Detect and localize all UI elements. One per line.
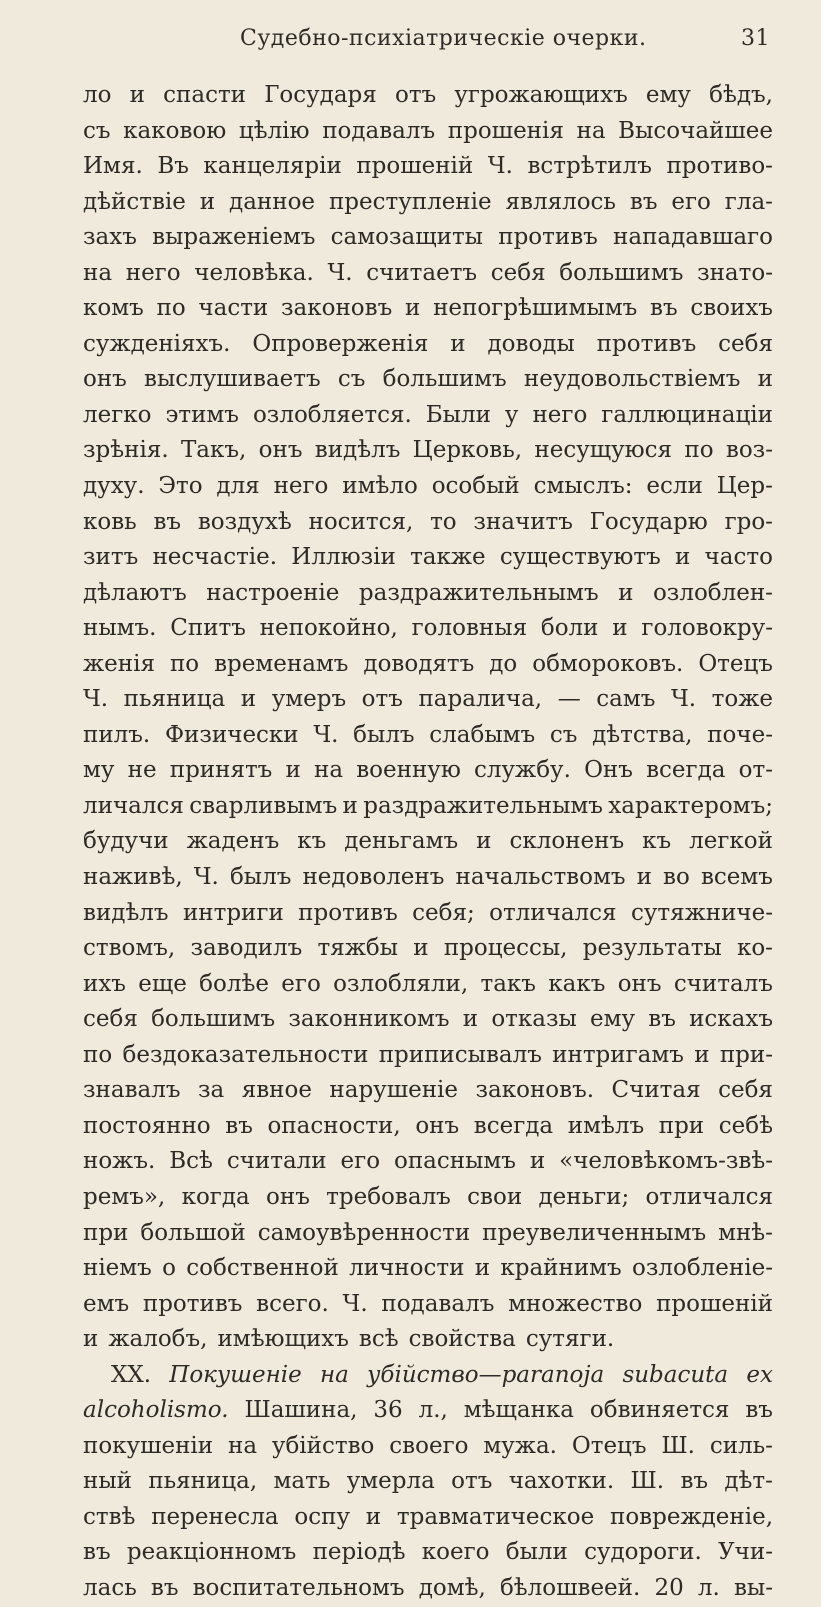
body-text [83,78,773,1607]
text-line: женія по временамъ доводятъ до обмороковъ. Отецъ [83,650,773,677]
text-line: сужденіяхъ. Опроверженія и доводы противъ себя [83,330,773,357]
text-line: зитъ несчастіе. Иллюзіи также существуютъ и часто [83,544,773,571]
text-line: видѣлъ интриги противъ себя; отличался сутяжниче- [83,899,773,926]
section-first-line: alcoholismo. Шашина, 36 л., мѣщанка обвиняется въ [83,1397,773,1424]
text-line: ный пьяница, мать умерла отъ чахотки. Ш. въ дѣт- [83,1468,773,1495]
text-line: легко этимъ озлобляется. Были у него галлюцинаціи [83,401,773,428]
running-head [80,26,770,58]
text-line: онъ выслушиваетъ съ большимъ неудовольствіемъ и [83,366,773,393]
text-line: Ч. пьяница и умеръ отъ паралича, — самъ Ч. тоже [83,686,773,713]
text-line: себя большимъ законникомъ и отказы ему въ искахъ [83,1006,773,1033]
text-line: и жалобъ, имѣющихъ всѣ свойства сутяги. [83,1326,615,1353]
text-line: духу. Это для него имѣло особый смыслъ: если Цер- [83,473,773,500]
text-line: зрѣнія. Такъ, онъ видѣлъ Церковь, несущуюся по воз- [83,437,773,464]
running-title: Судебно-психіатрическіе очерки. [240,26,647,51]
text-line: знавалъ за явное нарушеніе законовъ. Считая себя [83,1077,773,1104]
page-number: 31 [741,26,770,51]
text-line: дѣлаютъ настроеніе раздражительнымъ и озлоблен- [83,579,773,606]
text-line: ніемъ о собственной личности и крайнимъ озлобленіе- [83,1255,773,1282]
text-line: при большой самоувѣренности преувеличеннымъ мнѣ- [83,1219,773,1246]
text-line: постоянно въ опасности, онъ всегда имѣлъ при себѣ [83,1112,773,1139]
text-line: нымъ. Спитъ непокойно, головныя боли и головокру- [83,615,773,642]
text-line: ремъ», когда онъ требовалъ свои деньги; отличался [83,1183,773,1210]
text-line: захъ выраженіемъ самозащиты противъ нападавшаго [83,224,773,251]
text-line: наживѣ, Ч. былъ недоволенъ начальствомъ и во всемъ [83,864,773,891]
text-line: лась въ воспитательномъ домѣ, бѣлошвеей. 20 л. вы- [83,1574,773,1601]
text-line: му не принятъ и на военную службу. Онъ всегда от- [83,757,773,784]
text-line: ножъ. Всѣ считали его опаснымъ и «человѣкомъ-звѣ- [83,1148,773,1175]
text-line: будучи жаденъ къ деньгамъ и склоненъ къ легкой [83,828,773,855]
text-line: въ реакціонномъ періодѣ коего были судороги. Учи- [83,1539,773,1566]
text-line: емъ противъ всего. Ч. подавалъ множество прошеній [83,1290,773,1317]
text-line: ло и спасти Государя отъ угрожающихъ ему бѣдъ, [83,82,773,108]
text-line: Имя. Въ канцеляріи прошеній Ч. встрѣтилъ противо- [83,153,773,180]
text-line: пилъ. Физически Ч. былъ слабымъ съ дѣтства, поче- [83,721,773,748]
text-line: дѣйствіе и данное преступленіе являлось въ его гла- [83,188,773,215]
text-line: ихъ еще болѣе его озлобляли, такъ какъ онъ считалъ [83,970,773,997]
text-line: ствѣ перенесла оспу и травматическое поврежденіе, [83,1503,773,1530]
text-line: покушеніи на убійство своего мужа. Отецъ Ш. силь- [83,1432,773,1459]
text-line: ствомъ, заводилъ тяжбы и процессы, результаты ко- [83,935,773,962]
section-heading: XX. Покушеніе на убійство—paranoja subacuta ex [111,1361,773,1388]
text-line: на него человѣка. Ч. считаетъ себя большимъ знато- [83,259,773,286]
text-line: съ каковою цѣлію подавалъ прошенія на Высочайшее [83,117,773,144]
text-line: личался сварливымъ и раздражительнымъ характеромъ; [83,792,773,819]
text-line: по бездоказательности приписывалъ интригамъ и при- [83,1041,773,1068]
text-line: комъ по части законовъ и непогрѣшимымъ въ своихъ [83,295,773,322]
text-line: ковь въ воздухѣ носится, то значитъ Государю гро- [83,508,773,535]
